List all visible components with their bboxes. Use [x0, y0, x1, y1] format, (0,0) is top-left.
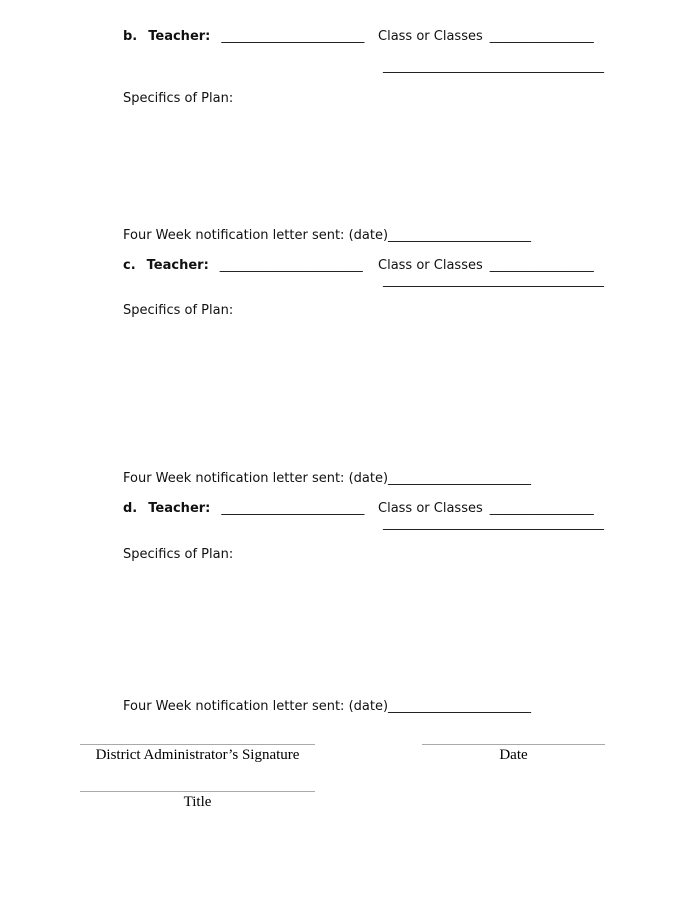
class-label: Class or Classes: [378, 29, 483, 44]
class-label: Class or Classes: [378, 501, 483, 516]
four-week-label: Four Week notification letter sent: (date): [123, 699, 389, 714]
administrator-signature-label: District Administrator’s Signature: [95, 747, 300, 763]
specifics-of-plan-label: Specifics of Plan:: [123, 547, 234, 562]
class-field: [378, 501, 594, 517]
administrator-signature-line: [80, 744, 315, 745]
class-blank-line-2: __________________________________: [383, 273, 604, 288]
teacher-blank-line: ______________________: [221, 29, 365, 44]
four-week-notification-row: [123, 699, 696, 715]
class-blank-line: ________________: [489, 258, 594, 273]
section-letter: c.: [123, 258, 136, 273]
teacher-field: [123, 258, 363, 274]
class-label: Class or Classes: [378, 258, 483, 273]
teacher-blank-line: ______________________: [221, 501, 365, 516]
class-blank-line: ________________: [489, 501, 594, 516]
class-field: [378, 258, 594, 274]
specifics-of-plan-label: Specifics of Plan:: [123, 303, 234, 318]
class-blank-line-2: __________________________________: [383, 59, 604, 74]
section-letter: b.: [123, 29, 138, 44]
teacher-field: [123, 29, 364, 45]
four-week-date-blank: ______________________: [388, 228, 532, 243]
class-blank-line: ________________: [489, 29, 594, 44]
title-label: Title: [183, 794, 212, 810]
four-week-label: Four Week notification letter sent: (date): [123, 471, 389, 486]
teacher-blank-line: ______________________: [219, 258, 363, 273]
four-week-label: Four Week notification letter sent: (date): [123, 228, 389, 243]
specifics-of-plan-label: Specifics of Plan:: [123, 91, 234, 106]
four-week-date-blank: ______________________: [388, 699, 532, 714]
class-blank-line-2: __________________________________: [383, 516, 604, 531]
date-line: [422, 744, 605, 745]
four-week-notification-row: [123, 471, 696, 487]
date-label: Date: [499, 747, 528, 763]
teacher-label: Teacher:: [146, 258, 209, 273]
section-letter: d.: [123, 501, 138, 516]
title-line: [80, 791, 315, 792]
class-field: [378, 29, 594, 45]
teacher-field: [123, 501, 364, 517]
four-week-date-blank: ______________________: [388, 471, 532, 486]
teacher-label: Teacher:: [148, 29, 211, 44]
teacher-label: Teacher:: [148, 501, 211, 516]
four-week-notification-row: [123, 228, 696, 244]
